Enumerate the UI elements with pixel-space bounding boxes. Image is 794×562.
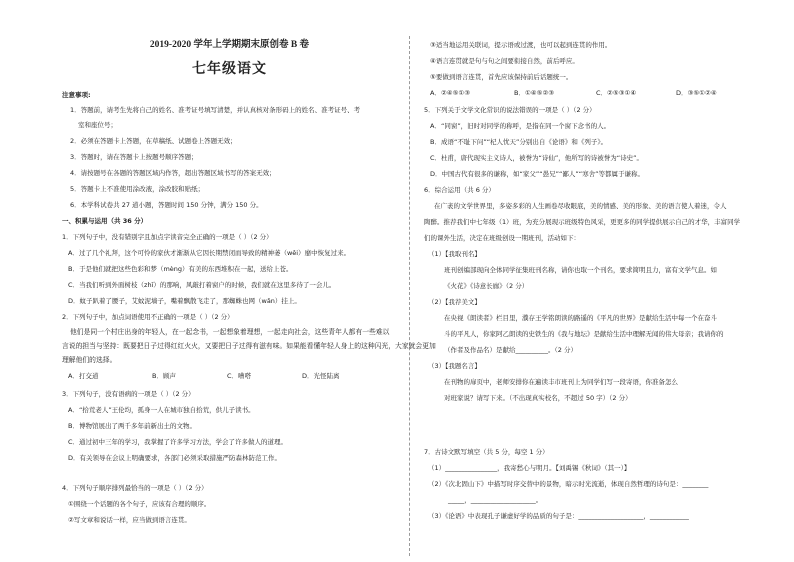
passage-line: 理解他们的选择。 <box>62 356 117 364</box>
sentence-item: ②写文章和说话一样，应当做到语言连贯。 <box>68 516 191 524</box>
option: B．①④⑤②③ <box>514 89 555 97</box>
passage-line: 他们是同一个村庄出身的年轻人，在一起念书，一起想象着理想，一起走向社会，这些青年人都有一些难以 <box>70 328 390 336</box>
note-line: 室和座位号； <box>78 121 117 129</box>
subquestion-title: （3）【我题名言】 <box>428 362 481 370</box>
paragraph-line: 在刊物的扉页中，老师安排你在遍读丰市班刊上为同学们写一段寄语，你准备怎么 <box>444 378 678 386</box>
sentence-item: ①围绕一个话题的各个句子，应该有合理的顺序。 <box>68 500 211 508</box>
fill-line: （2）《次北固山下》中描写时序交替中的景物，暗示时光流逝，体现自然哲理的诗句是：________ <box>428 480 709 488</box>
question-stem: 4．下列句子顺序排列最恰当的一项是（ ）（2 分） <box>62 484 208 492</box>
option: B．顾声 <box>152 372 176 380</box>
subquestion-title: （1）【我取刊名】 <box>428 250 481 258</box>
option: A．“拾荒老人”王伦均，孤身一人在城市独自拾荒，供儿子读书。 <box>68 406 255 414</box>
sentence-item: ⑤要做到语言连贯，首先应该保持前后话题统一。 <box>430 73 573 81</box>
option: D．有关领导在会议上明确要求，各部门必须采取措施严防森林防范工作。 <box>68 454 282 462</box>
question-stem: 7．古诗文默写填空（共 5 分，每空 1 分） <box>424 448 549 456</box>
option: D．中国古代有很多的谦称，如“家父”“愚兄”“鄙人”“寒舍”等都属于谦称。 <box>430 170 644 178</box>
option: D．蚊子趴着了腰子，艾蚊泥墙子，嘴着飘散飞走了，那蜘蛛也网（wǎn）挂上。 <box>68 297 301 305</box>
question-stem: 3．下列句子，没有语病的一项是（ ）（2 分） <box>62 390 195 398</box>
note-line: 2．必须在答题卡上答题，在草稿纸、试题卷上答题无效； <box>70 137 237 145</box>
fill-line: _____，____________________。 <box>448 496 543 504</box>
option: B．博物馆展出了两千多年前新出土的文物。 <box>68 422 196 430</box>
notes-heading: 注意事项: <box>62 91 91 99</box>
option: A．打交道 <box>68 372 99 380</box>
subject-title: 七年级语文 <box>192 61 267 77</box>
exam-title: 2019-2020 学年上学期期末原创卷 B 卷 <box>149 40 310 50</box>
paragraph-line: 对班家说？请写下来。（不出现真实校名，不超过 50 字）（2 分） <box>444 394 632 402</box>
fill-line: （3）《论语》中表现孔子谦虚好学的品质的句子是：____________________，____________ <box>428 512 689 520</box>
section-heading: 一、积累与运用（共 36 分） <box>62 217 148 225</box>
option: C．嘈嗒 <box>227 372 252 380</box>
paragraph-line: （作者及作品名）是献给__________。（2 分） <box>444 346 577 354</box>
note-line: 6．本学科试卷共 27 道小题，答题时间 150 分钟，满分 150 分。 <box>70 201 263 209</box>
paragraph-line: 在央视《朗读者》栏目里，濮存王学铭朗读的路遥的《平凡的世界》是献给生活中每一个在奋斗 <box>444 314 717 322</box>
paragraph-line: 们的课外生活，决定在班级创设一期班刊，活动如下： <box>424 234 580 242</box>
option: C．通过初中三年的学习，我掌握了许多学习方法，学会了许多做人的道理。 <box>68 438 288 446</box>
option: B．成语“不耻下问”“杞人忧天”分别出自《论语》和《列子》。 <box>430 138 608 146</box>
question-stem: 2．下列句子中，加点词语使用不正确的一项是（ ）（2 分） <box>62 313 234 321</box>
option: A．②④⑤①③ <box>430 89 471 97</box>
paragraph-line: 《火花》《诗意长廊》（2 分） <box>444 282 529 290</box>
note-line: 5．答题卡上不准使用涂改液，涂改胶和贴纸； <box>70 185 205 193</box>
option: B．于是他们就把这些色彩和梦（mèng）有美的东西堆积在一起，送给上苍。 <box>68 265 293 273</box>
paragraph-line: 陶醉。推荐我们中七年级（1）班，为充分展现示班级特色风采，更更多的同学提供展示自己的才华，丰富同学 <box>424 218 741 226</box>
sentence-item: ③适当地运用关联词，提示语或过渡，也可以起到连贯的作用。 <box>430 41 612 49</box>
option: C．当我们听到外面树枝（zhī）的那响，风敲打着窗户的时候，我们就在这里多待了一会儿。 <box>68 281 336 289</box>
note-line: 3．答题时，请在答题卡上按题号顺序答题； <box>70 153 198 161</box>
option: D．光怪陆离 <box>302 372 340 380</box>
sentence-item: ④语言连贯就是句与句之间要衔接自然，前后呼应。 <box>430 57 579 65</box>
question-stem: 5．下列关于文学文化常识的说法错误的一项是（ ）（2 分） <box>424 106 596 114</box>
column-divider <box>409 36 410 556</box>
fill-line: （1）________________，我寄愁心与明月。【刘禹锡《秋词》（其一）】 <box>428 464 631 472</box>
option: C．②⑤③①④ <box>596 89 637 97</box>
paragraph-line: 班刊创编部现向全体同学征集班刊名称，请你也取一个刊名，要求简明且力，富有文学气息。如 <box>444 266 717 274</box>
option: A．“同窗”，旧时对同学的称呼，是指在同一个窗下念书的人。 <box>430 122 611 130</box>
note-line: 4．请按题号在各题的答题区域内作答，超出答题区域书写的答案无效； <box>70 169 276 177</box>
paragraph-line: 斗的平凡人，你家阿乙朗读的史铁生的《我与地坛》是献给生活中理解无闻的伟大母亲；我请你的 <box>444 330 724 338</box>
question-stem: 6．综合运用（共 6 分） <box>424 186 495 194</box>
option: C．杜甫，唐代现实主义诗人，被誉为“诗仙”，他所写的诗被誉为“诗史”。 <box>430 154 644 162</box>
option: D．③⑤①②④ <box>676 89 717 97</box>
question-stem: 1．下列句子中，没有错别字且加点字读音完全正确的一项是（ ）（2 分） <box>62 233 273 241</box>
paragraph-line: 在广袤的文学世界里，多姿多彩的人生画卷尽收眼底，美的情感、美的形象、美的语言使人着迷，令人 <box>434 202 727 210</box>
note-line: 1．答题前，请考生先将自己的姓名、准考证号填写清楚，并认真核对条形码上的姓名、准考证号、考 <box>70 106 361 114</box>
passage-line: 言说的担当与坚持：既要把日子过得红红火火，又要把日子过得有滋有味。如果能看懂年轻人身上的这种闪光，大家就会更加 <box>62 342 436 350</box>
option: A．过了几个礼拜，这个可怜的家伙才渐渐从它因长期禁闭而导致的精神萎（wěi）靡中恢复过来。 <box>68 249 351 257</box>
subquestion-title: （2）【我荐美文】 <box>428 298 481 306</box>
